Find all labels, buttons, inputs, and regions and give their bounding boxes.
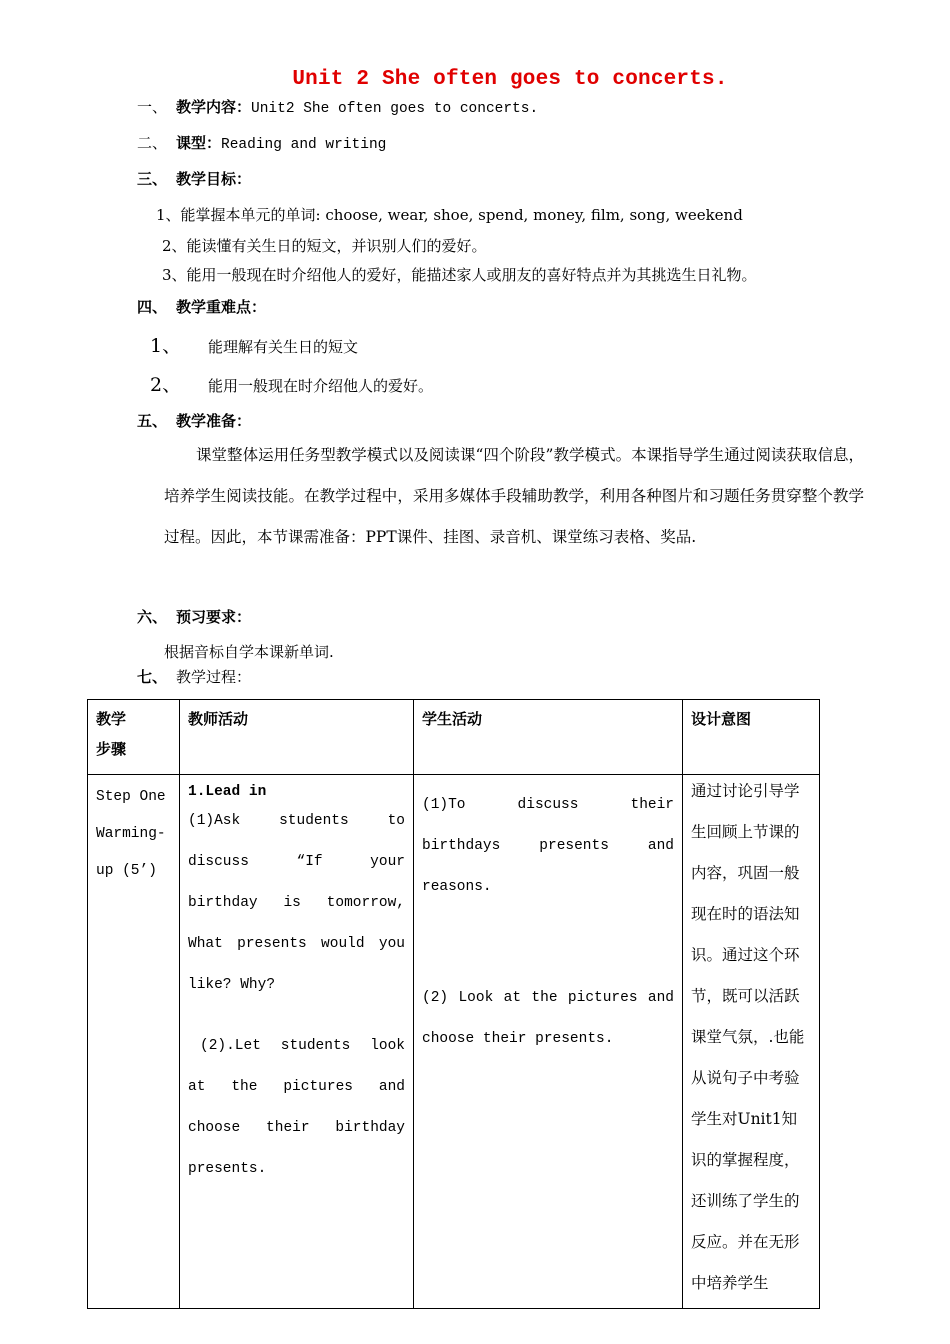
section-process	[137, 666, 251, 687]
key-point-text: 能理解有关生日的短文	[208, 338, 359, 356]
section-lesson-type	[137, 132, 386, 153]
design-cell	[683, 775, 820, 1309]
teacher-cell	[180, 775, 414, 1309]
table-row	[88, 775, 820, 1309]
section-number: 七、	[137, 668, 168, 686]
section-number: 四、	[137, 298, 168, 316]
process-table	[87, 699, 820, 1309]
teacher-activity-1: (1)Ask students to discuss “If your birthday is tomorrow, What presents would you like? Why?	[188, 813, 405, 993]
section-label: 课型：	[176, 134, 222, 152]
section-text: Unit2 She often goes to concerts.	[251, 101, 539, 117]
objective-item: 3、能用一般现在时介绍他人的爱好，能描述家人或朋友的喜好特点并为其挑选生日礼物。	[162, 266, 757, 284]
step-cell	[88, 775, 180, 1309]
section-label: 教学目标：	[176, 170, 252, 188]
section-objectives	[137, 168, 251, 189]
teacher-activity-2: (2).Let students look at the pictures and choose their birthday presents.	[188, 1038, 405, 1177]
header-student: 学生活动	[414, 700, 683, 775]
key-point-index: 2、	[150, 374, 182, 396]
section-number: 三、	[137, 170, 168, 188]
header-design: 设计意图	[683, 700, 820, 775]
design-intent: 通过讨论引导学生回顾上节课的内容，巩固一般现在时的语法知识。通过这个环节，既可以活跃课堂气氛，.也能从说句子中考验学生对Unit1知识的掌握程度，还训练了学生的反应。并在无形中培养学生	[691, 782, 805, 1292]
section-label: 教学准备：	[176, 412, 252, 430]
key-point-index: 1、	[150, 335, 182, 357]
preparation-paragraph: 课堂整体运用任务型教学模式以及阅读课“四个阶段”教学模式。本课指导学生通过阅读获取信息，培养学生阅读技能。在教学过程中，采用多媒体手段辅助教学，利用各种图片和习题任务贯穿整个教学过程。因此，本节课需准备：PPT课件、挂图、录音机、课堂练习表格、奖品.	[164, 446, 864, 546]
section-preparation	[137, 410, 251, 431]
section-label: 教学重难点：	[176, 298, 267, 316]
table-header-row	[88, 700, 820, 775]
header-teacher: 教师活动	[180, 700, 414, 775]
preview-text: 根据音标自学本课新单词.	[164, 643, 334, 661]
section-text: Reading and writing	[221, 137, 387, 153]
section-content	[137, 96, 538, 117]
section-key-points	[137, 296, 266, 317]
student-cell	[414, 775, 683, 1309]
key-point-item	[150, 331, 358, 358]
section-label: 教学过程：	[176, 668, 252, 686]
key-point-item	[150, 370, 433, 397]
section-label: 预习要求：	[176, 608, 252, 626]
teacher-heading: 1.Lead in	[188, 784, 267, 800]
key-point-text: 能用一般现在时介绍他人的爱好。	[208, 377, 434, 395]
section-number: 二、	[137, 134, 168, 152]
section-label: 教学内容：	[176, 98, 252, 116]
step-text: Step One Warming-up (5’)	[96, 789, 166, 879]
page-title: Unit 2 She often goes to concerts.	[292, 68, 728, 91]
objective-item: 1、能掌握本单元的单词: choose, wear, shoe, spend, money, film, song, weekend	[156, 206, 743, 224]
section-number: 六、	[137, 608, 168, 626]
section-number: 一、	[137, 98, 168, 116]
section-preview	[137, 606, 251, 627]
student-activity-2: (2) Look at the pictures and choose their presents.	[422, 990, 674, 1047]
student-activity-1: (1)To discuss their birthdays presents and reasons.	[422, 797, 674, 895]
header-step: 教学步骤	[88, 700, 180, 775]
section-number: 五、	[137, 412, 168, 430]
objective-item: 2、能读懂有关生日的短文，并识别人们的爱好。	[162, 237, 487, 255]
